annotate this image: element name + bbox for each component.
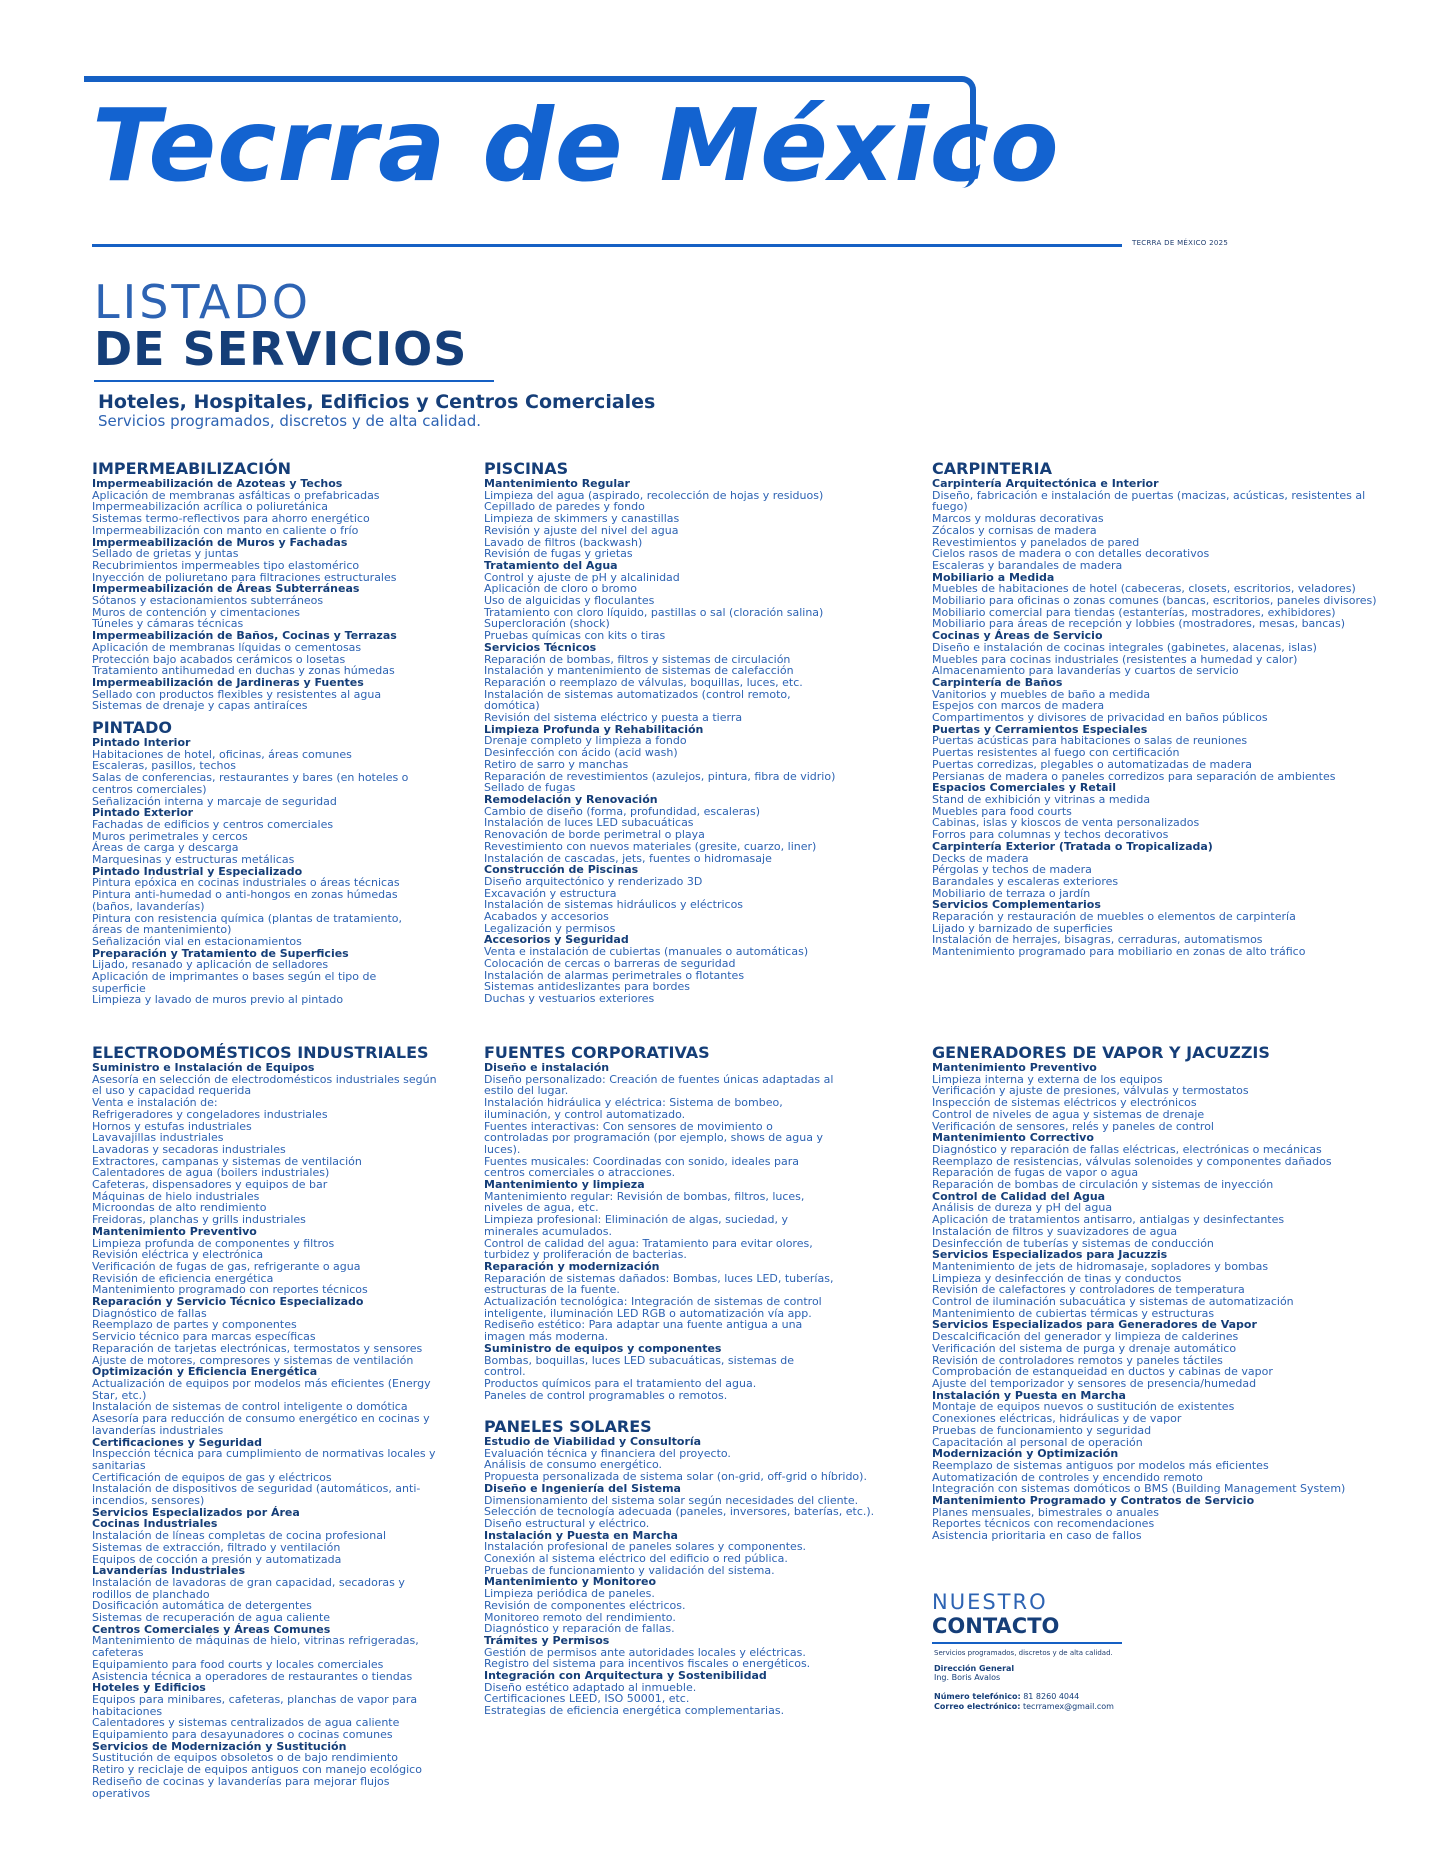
service-item: Diagnóstico y reparación de fallas eléctricas, electrónicas o mecánicas <box>932 1142 1322 1156</box>
group-title: Optimización y Eficiencia Energética <box>92 1365 318 1379</box>
section-carpinteria <box>932 460 1377 958</box>
service-item: Revestimiento con nuevos materiales (gresite, cuarzo, liner) <box>484 839 817 853</box>
page-title-light: LISTADO <box>94 275 312 329</box>
service-item: Excavación y estructura <box>484 886 617 900</box>
service-item: Pintura anti-humedad o anti-hongos en zonas húmedas (baños, lavanderías) <box>92 888 398 913</box>
group-title: Impermeabilización de Baños, Cocinas y Terrazas <box>92 629 397 643</box>
section-pintado <box>92 719 412 1006</box>
service-item: Pintura con resistencia química (plantas de tratamiento, áreas de mantenimiento) <box>92 911 402 937</box>
service-item: Renovación de borde perimetral o playa <box>484 828 705 842</box>
service-item: Habitaciones de hotel, oficinas, áreas comunes <box>92 747 352 761</box>
service-item: Impermeabilización con manto en caliente o frío <box>92 523 359 537</box>
service-item: Comprobación de estanqueidad en ductos y cabinas de vapor <box>932 1365 1273 1379</box>
service-item: Aplicación de tratamientos antisarro, antialgas y desinfectantes <box>932 1213 1285 1227</box>
section-title: ELECTRODOMÉSTICOS INDUSTRIALES <box>92 1043 429 1062</box>
service-item: Muebles para cocinas industriales (resistentes a humedad y calor) <box>932 652 1298 666</box>
service-item: Señalización interna y marcaje de seguridad <box>92 794 337 808</box>
service-item: Pérgolas y techos de madera <box>932 863 1092 877</box>
service-item: Extractores, campanas y sistemas de ventilación <box>92 1154 362 1168</box>
service-item: Instalación de dispositivos de seguridad (automáticos, anti-incendios, sensores) <box>92 1482 421 1508</box>
contact-email-label: Correo electrónico: <box>934 1702 1021 1711</box>
service-item: Sellado con productos flexibles y resistentes al agua <box>92 687 382 701</box>
section-electrodomesticos <box>92 1044 437 1799</box>
service-item: Cielos rasos de madera o con detalles decorativos <box>932 547 1210 561</box>
page-tagline: Servicios programados, discretos y de alta calidad. <box>98 412 482 430</box>
service-item: Verificación de sensores, relés y paneles de control <box>932 1119 1214 1133</box>
section-title: CARPINTERIA <box>932 459 1053 478</box>
service-item: Muebles para food courts <box>932 804 1072 818</box>
service-item: Retiro y reciclaje de equipos antiguos con manejo ecológico <box>92 1763 422 1777</box>
service-item: Señalización vial en estacionamientos <box>92 934 302 948</box>
service-item: Revisión de fugas y grietas <box>484 547 633 561</box>
group-title: Reparación y Servicio Técnico Especializado <box>92 1295 364 1309</box>
service-item: Limpieza profunda de componentes y filtros <box>92 1236 335 1250</box>
service-item: Pruebas químicas con kits o tiras <box>484 629 666 643</box>
service-item: Análisis de consumo energético. <box>484 1458 663 1472</box>
service-item: Diagnóstico de fallas <box>92 1306 207 1320</box>
service-item: Puertas acústicas para habitaciones o salas de reuniones <box>932 734 1248 748</box>
group-title: Lavanderías Industriales <box>92 1564 246 1578</box>
service-item: Mantenimiento de jets de hidromasaje, sopladores y bombas <box>932 1259 1269 1273</box>
page-subtitle: Hoteles, Hospitales, Edificios y Centros Comerciales <box>98 391 656 413</box>
service-item: Equipamiento para food courts y locales comerciales <box>92 1657 384 1671</box>
service-item: Revisión de componentes eléctricos. <box>484 1598 686 1612</box>
group-title: Diseño e Ingeniería del Sistema <box>484 1481 681 1495</box>
service-item: Equipos de cocción a presión y automatizada <box>92 1552 342 1566</box>
contact-phone-value: 81 8260 4044 <box>1023 1692 1080 1701</box>
group-title: Reparación y modernización <box>484 1259 660 1273</box>
group-title: Mobiliario a Medida <box>932 570 1055 584</box>
service-item: Revestimientos y panelados de pared <box>932 535 1140 549</box>
service-item: Colocación de cercas o barreras de seguridad <box>484 956 736 970</box>
service-item: Reemplazo de partes y componentes <box>92 1318 297 1332</box>
group-title: Limpieza Profunda y Rehabilitación <box>484 722 704 736</box>
service-item: Reparación o reemplazo de válvulas, boquillas, luces, etc. <box>484 675 803 689</box>
service-item: Lijado, resanado y aplicación de selladores <box>92 958 329 972</box>
service-item: Registro del sistema para incentivos fiscales o energéticos. <box>484 1657 811 1671</box>
service-item: Limpieza profesional: Eliminación de algas, suciedad, y minerales acumulados. <box>484 1213 788 1238</box>
service-item: Mantenimiento de cubiertas térmicas y estructuras <box>932 1306 1215 1320</box>
group-title: Carpintería de Baños <box>932 675 1063 689</box>
service-item: Instalación de sistemas automatizados (control remoto, domótica) <box>484 687 791 713</box>
service-item: Descalcificación del generador y limpieza de calderines <box>932 1330 1239 1344</box>
group-title: Suministro e Instalación de Equipos <box>92 1061 315 1074</box>
service-item: Instalación hidráulica y eléctrica: Sistema de bombeo, iluminación, y control automatizado. <box>484 1096 783 1121</box>
group-title: Control de Calidad del Agua <box>932 1189 1106 1203</box>
service-item: Sellado de grietas y juntas <box>92 547 239 561</box>
service-item: Muros de contención y cimentaciones <box>92 605 300 619</box>
service-item: Barandales y escaleras exteriores <box>932 874 1119 888</box>
service-item: Servicio técnico para marcas específicas <box>92 1330 316 1344</box>
service-item: Actualización de equipos por modelos más eficientes (Energy Star, etc.) <box>92 1376 431 1402</box>
service-item: Desinfección con ácido (acid wash) <box>484 746 678 760</box>
group-title: Centros Comerciales y Áreas Comunes <box>92 1622 331 1636</box>
service-item: Pruebas de funcionamiento y validación del sistema. <box>484 1563 775 1577</box>
group-title: Modernización y Optimización <box>932 1447 1119 1461</box>
service-item: Diseño, fabricación e instalación de puertas (macizas, acústicas, resistentes al fuego) <box>932 488 1366 514</box>
service-item: Certificación de equipos de gas y eléctricos <box>92 1470 332 1484</box>
service-item: Propuesta personalizada de sistema solar (on-grid, off-grid o híbrido). <box>484 1470 867 1484</box>
section-title: GENERADORES DE VAPOR Y JACUZZIS <box>932 1043 1270 1062</box>
service-item: Almacenamiento para lavanderías y cuartos de servicio <box>932 664 1239 678</box>
service-item: Verificación de fugas de gas, refrigerante o agua <box>92 1259 361 1273</box>
service-item: Instalación de lavadoras de gran capacidad, secadoras y rodillos de planchado <box>92 1575 405 1601</box>
group-title: Pintado Exterior <box>92 806 194 820</box>
service-item: Bombas, boquillas, luces LED subacuáticas, sistemas de control. <box>484 1353 794 1379</box>
service-item: Cambio de diseño (forma, profundidad, escaleras) <box>484 804 760 818</box>
service-item: Certificaciones LEED, ISO 50001, etc. <box>484 1692 690 1706</box>
service-item: Instalación de sistemas hidráulicos y eléctricos <box>484 898 744 912</box>
service-item: Diseño arquitectónico y renderizado 3D <box>484 874 703 888</box>
group-title: Remodelación y Renovación <box>484 792 658 806</box>
group-title: Construcción de Piscinas <box>484 863 639 877</box>
service-item: Reparación y restauración de muebles o elementos de carpintería <box>932 910 1296 924</box>
service-item: Hornos y estufas industriales <box>92 1119 252 1133</box>
service-item: Verificación y ajuste de presiones, válvulas y termostatos <box>932 1084 1249 1098</box>
service-item: Dimensionamiento del sistema solar según necesidades del cliente. <box>484 1493 859 1507</box>
service-item: Muebles de habitaciones de hotel (cabeceras, closets, escritorios, veladores) <box>932 582 1356 596</box>
service-item: Reparación de tarjetas electrónicas, termostatos y sensores <box>92 1341 423 1355</box>
service-item: Lavadoras y secadoras industriales <box>92 1142 286 1156</box>
service-item: Mobiliario para áreas de recepción y lobbies (mostradores, mesas, bancas) <box>932 617 1346 631</box>
service-item: Control y ajuste de pH y alcalinidad <box>484 570 680 584</box>
service-item: Diseño estructural y eléctrico. <box>484 1516 650 1530</box>
group-title: Instalación y Puesta en Marcha <box>932 1388 1126 1402</box>
service-item: Mantenimiento regular: Revisión de bombas, filtros, luces, niveles de agua, etc. <box>484 1189 805 1215</box>
service-item: Zócalos y cornisas de madera <box>932 523 1097 537</box>
service-item: Integración con sistemas domóticos o BMS (Building Management System) <box>932 1482 1346 1496</box>
service-item: Cabinas, islas y kioscos de venta personalizados <box>932 816 1200 830</box>
group-title: Diseño e instalación <box>484 1061 610 1074</box>
service-item: Evaluación técnica y financiera del proyecto. <box>484 1446 731 1460</box>
service-item: Limpieza y desinfección de tinas y conductos <box>932 1271 1182 1285</box>
service-item: Marquesinas y estructuras metálicas <box>92 853 295 867</box>
contact-phone-label: Número telefónico: <box>934 1692 1021 1701</box>
service-item: Mantenimiento programado con reportes técnicos <box>92 1283 368 1297</box>
service-item: Mobiliario para oficinas o zonas comunes (bancas, escritorios, paneles divisores) <box>932 594 1377 608</box>
service-item: Equipos para minibares, cafeteras, planchas de vapor para habitaciones <box>92 1692 418 1718</box>
service-item: Compartimentos y divisores de privacidad en baños públicos <box>932 711 1268 725</box>
group-title: Mantenimiento Correctivo <box>932 1131 1094 1145</box>
service-item: Diseño estético adaptado al inmueble. <box>484 1680 697 1694</box>
service-item: Decks de madera <box>932 851 1029 865</box>
service-item: Marcos y molduras decorativas <box>932 512 1104 526</box>
service-item: Diseño personalizado: Creación de fuentes únicas adaptadas al estilo del lugar. <box>484 1072 834 1098</box>
group-title: Integración con Arquitectura y Sostenibilidad <box>484 1669 767 1683</box>
group-title: Carpintería Arquitectónica e Interior <box>932 477 1159 490</box>
brand-logo: Tecrra de México <box>92 87 1060 204</box>
contact-divider <box>932 1642 1122 1644</box>
service-item: Sótanos y estacionamientos subterráneos <box>92 594 324 608</box>
group-title: Estudio de Viabilidad y Consultoría <box>484 1435 702 1448</box>
service-item: Espejos con marcos de madera <box>932 699 1105 713</box>
service-item: Aplicación de membranas asfálticas o prefabricadas <box>92 488 380 502</box>
service-item: Instalación de sistemas de control inteligente o domótica <box>92 1400 408 1414</box>
service-item: Supercloración (shock) <box>484 617 610 631</box>
group-title: Servicios Especializados para Generadores de Vapor <box>932 1318 1257 1332</box>
service-item: Venta e instalación de cubiertas (manuales o automáticas) <box>484 945 809 959</box>
group-title: Pintado Interior <box>92 736 191 749</box>
service-item: Aplicación de cloro o bromo <box>484 582 637 596</box>
service-item: Gestión de permisos ante autoridades locales y eléctricas. <box>484 1645 806 1659</box>
service-item: Control de niveles de agua y sistemas de drenaje <box>932 1107 1205 1121</box>
service-item: Rediseño de cocinas y lavanderías para mejorar flujos operativos <box>92 1774 390 1800</box>
service-item: Rediseño estético: Para adaptar una fuente antigua a una imagen más moderna. <box>484 1318 803 1344</box>
service-item: Legalización y permisos <box>484 921 616 935</box>
contact-title-bold: CONTACTO <box>932 1614 1060 1638</box>
service-item: Puertas corredizas, plegables o automatizadas de madera <box>932 757 1252 771</box>
service-item: Mobiliario comercial para tiendas (estanterías, mostradores, exhibidores) <box>932 605 1336 619</box>
service-item: Sistemas antideslizantes para bordes <box>484 980 691 994</box>
service-item: Lijado y barnizado de superficies <box>932 921 1113 935</box>
service-item: Capacitación al personal de operación <box>932 1435 1143 1449</box>
service-item: Inspección de sistemas eléctricos y electrónicos <box>932 1096 1197 1110</box>
service-item: Retiro de sarro y manchas <box>484 757 629 771</box>
section-paneles-solares <box>484 1418 879 1717</box>
service-item: Venta e instalación de: <box>92 1096 218 1110</box>
service-item: Conexiones eléctricas, hidráulicas y de vapor <box>932 1412 1182 1426</box>
section-impermeabilizacion <box>92 460 412 712</box>
service-item: Calentadores de agua (boilers industriales) <box>92 1166 330 1180</box>
service-item: Escaleras y barandales de madera <box>932 558 1123 572</box>
service-item: Montaje de equipos nuevos o sustitución de existentes <box>932 1400 1235 1414</box>
service-item: Lavavajillas industriales <box>92 1131 224 1145</box>
service-item: Calentadores y sistemas centralizados de agua caliente <box>92 1716 400 1730</box>
service-item: Conexión al sistema eléctrico del edificio o red pública. <box>484 1552 788 1566</box>
service-item: Tratamiento con cloro líquido, pastillas o sal (cloración salina) <box>484 605 824 619</box>
group-title: Suministro de equipos y componentes <box>484 1341 722 1355</box>
service-item: Stand de exhibición y vitrinas a medida <box>932 792 1151 806</box>
page-title-bold: DE SERVICIOS <box>94 322 468 376</box>
service-item: Limpieza interna y externa de los equipos <box>932 1072 1163 1086</box>
group-title: Espacios Comerciales y Retail <box>932 781 1117 795</box>
service-item: Refrigeradores y congeladores industriales <box>92 1107 328 1121</box>
group-title: Servicios Especializados para Jacuzzis <box>932 1248 1168 1262</box>
service-item: Forros para columnas y techos decorativos <box>932 828 1169 842</box>
group-title: Accesorios y Seguridad <box>484 933 629 947</box>
contact-email <box>934 1702 1114 1711</box>
service-item: Mantenimiento programado para mobiliario en zonas de alto tráfico <box>932 945 1306 959</box>
service-item: Revisión de calefactores y controladores de temperatura <box>932 1283 1245 1297</box>
section-title: PISCINAS <box>484 459 569 478</box>
group-title: Mantenimiento y limpieza <box>484 1178 645 1192</box>
service-item: Instalación de herrajes, bisagras, cerraduras, automatismos <box>932 933 1263 947</box>
service-item: Revisión y ajuste del nivel del agua <box>484 523 679 537</box>
service-item: Limpieza y lavado de muros previo al pintado <box>92 993 344 1007</box>
service-item: Duchas y vestuarios exteriores <box>484 991 655 1005</box>
service-item: Reparación de sistemas dañados: Bombas, luces LED, tuberías, estructuras de la fuente. <box>484 1271 834 1297</box>
service-item: Revisión de controladores remotos y paneles táctiles <box>932 1353 1223 1367</box>
group-title: Mantenimiento Preventivo <box>92 1224 257 1238</box>
service-item: Muros perimetrales y cercos <box>92 829 248 843</box>
service-item: Ajuste de motores, compresores y sistemas de ventilación <box>92 1353 414 1367</box>
service-item: Sistemas de extracción, filtrado y ventilación <box>92 1540 341 1554</box>
section-title: PINTADO <box>92 718 173 737</box>
service-item: Reparación de fugas de vapor o agua <box>932 1166 1139 1180</box>
service-item: Reparación de bombas de circulación y sistemas de inyección <box>932 1178 1274 1192</box>
service-item: Instalación y mantenimiento de sistemas de calefacción <box>484 664 794 678</box>
service-item: Reparación de bombas, filtros y sistemas de circulación <box>484 652 791 666</box>
service-item: Dosificación automática de detergentes <box>92 1599 312 1613</box>
service-item: Instalación de alarmas perimetrales o flotantes <box>484 968 745 982</box>
group-title: Certificaciones y Seguridad <box>92 1435 263 1449</box>
service-item: Persianas de madera o paneles corredizos para separación de ambientes <box>932 769 1336 783</box>
service-item: Cepillado de paredes y fondo <box>484 500 645 514</box>
service-item: Monitoreo remoto del rendimiento. <box>484 1610 676 1624</box>
service-item: Selección de tecnología adecuada (paneles, inversores, baterías, etc.). <box>484 1505 875 1519</box>
service-item: Freidoras, planchas y grills industriales <box>92 1213 306 1227</box>
service-item: Instalación de líneas completas de cocina profesional <box>92 1529 387 1543</box>
service-item: Automatización de controles y encendido remoto <box>932 1470 1203 1484</box>
group-title: Mantenimiento Regular <box>484 477 630 490</box>
service-item: Instalación de filtros y suavizadores de agua <box>932 1224 1178 1238</box>
service-item: Asistencia prioritaria en caso de fallos <box>932 1529 1142 1543</box>
group-title: Tratamiento del Agua <box>484 558 618 572</box>
service-item: Revisión eléctrica y electrónica <box>92 1248 264 1262</box>
group-title: Preparación y Tratamiento de Superficies <box>92 946 349 960</box>
service-item: Instalación de cascadas, jets, fuentes o hidromasaje <box>484 851 772 865</box>
service-item: Reemplazo de resistencias, válvulas solenoides y componentes dañados <box>932 1154 1332 1168</box>
service-item: Impermeabilización acrílica o poliuretánica <box>92 500 328 514</box>
service-item: Sistemas de recuperación de agua caliente <box>92 1611 331 1625</box>
service-item: Reparación de revestimientos (azulejos, pintura, fibra de vidrio) <box>484 769 836 783</box>
service-item: Lavado de filtros (backwash) <box>484 535 643 549</box>
group-title: Mantenimiento y Monitoreo <box>484 1575 657 1589</box>
service-item: Puertas resistentes al fuego con certificación <box>932 746 1180 760</box>
group-title: Impermeabilización de Áreas Subterráneas <box>92 582 360 596</box>
group-title: Mantenimiento Programado y Contratos de Servicio <box>932 1494 1255 1508</box>
header-divider <box>92 244 1122 247</box>
service-item: Drenaje completo y limpieza a fondo <box>484 734 687 748</box>
service-item: Aplicación de membranas líquidas o cementosas <box>92 640 362 654</box>
group-title: Pintado Industrial y Especializado <box>92 864 303 878</box>
contact-title-light: NUESTRO <box>932 1590 1048 1614</box>
service-item: Análisis de dureza y pH del agua <box>932 1201 1113 1215</box>
service-item: Reportes técnicos con recomendaciones <box>932 1517 1155 1531</box>
service-item: Asesoría en selección de electrodomésticos industriales según el uso y capacidad requerida <box>92 1072 437 1098</box>
service-item: Acabados y accesorios <box>484 910 609 924</box>
contact-role: Dirección General <box>934 1664 1015 1673</box>
service-item: Uso de alguicidas y floculantes <box>484 594 655 608</box>
service-item: Sistemas de drenaje y capas antiraíces <box>92 699 308 713</box>
group-title: Hoteles y Edificios <box>92 1681 206 1695</box>
group-title: Puertas y Cerramientos Especiales <box>932 722 1148 736</box>
service-item: Verificación del sistema de purga y drenaje automático <box>932 1341 1237 1355</box>
section-title: FUENTES CORPORATIVAS <box>484 1043 710 1062</box>
service-item: Instalación de luces LED subacuáticas <box>484 816 694 830</box>
service-item: Estrategias de eficiencia energética complementarias. <box>484 1704 785 1718</box>
section-generadores <box>932 1044 1352 1542</box>
group-title: Instalación y Puesta en Marcha <box>484 1528 678 1542</box>
service-item: Productos químicos para el tratamiento del agua. <box>484 1376 757 1390</box>
service-item: Limpieza de skimmers y canastillas <box>484 512 680 526</box>
group-title: Servicios Técnicos <box>484 640 597 654</box>
group-title: Impermeabilización de Muros y Fachadas <box>92 535 348 549</box>
group-title: Impermeabilización de Azoteas y Techos <box>92 477 343 490</box>
service-item: Mantenimiento de máquinas de hielo, vitrinas refrigeradas, cafeteras <box>92 1634 419 1660</box>
group-title: Servicios Especializados por Área <box>92 1505 300 1519</box>
contact-email-value: tecrramex@gmail.com <box>1023 1702 1114 1711</box>
service-item: Planes mensuales, bimestrales o anuales <box>932 1505 1159 1519</box>
group-title: Servicios Complementarios <box>932 898 1101 912</box>
section-fuentes <box>484 1044 839 1401</box>
service-item: Paneles de control programables o remotos. <box>484 1388 728 1402</box>
service-item: Escaleras, pasillos, techos <box>92 759 236 773</box>
service-item: Pintura epóxica en cocinas industriales o áreas técnicas <box>92 876 400 890</box>
title-divider <box>94 380 494 382</box>
service-item: Sustitución de equipos obsoletos o de bajo rendimiento <box>92 1751 398 1765</box>
service-item: Control de calidad del agua: Tratamiento para evitar olores, turbidez y proliferación de bacterias. <box>484 1236 813 1262</box>
service-item: Fachadas de edificios y centros comerciales <box>92 817 334 831</box>
group-title: Cocinas y Áreas de Servicio <box>932 629 1103 643</box>
service-item: Máquinas de hielo industriales <box>92 1189 260 1203</box>
section-title: IMPERMEABILIZACIÓN <box>92 459 292 478</box>
service-item: Túneles y cámaras técnicas <box>92 617 244 631</box>
service-item: Inyección de poliuretano para filtraciones estructurales <box>92 570 397 584</box>
service-item: Vanitorios y muebles de baño a medida <box>932 687 1151 701</box>
group-title: Servicios de Modernización y Sustitución <box>92 1739 347 1753</box>
service-item: Asistencia técnica a operadores de restaurantes o tiendas <box>92 1669 413 1683</box>
service-item: Aplicación de imprimantes o bases según el tipo de superficie <box>92 970 377 995</box>
contact-tagline: Servicios programados, discretos y de alta calidad. <box>934 1649 1113 1657</box>
service-item: Diagnóstico y reparación de fallas. <box>484 1622 675 1636</box>
group-title: Carpintería Exterior (Tratada o Tropicalizada) <box>932 839 1213 853</box>
service-item: Actualización tecnológica: Integración de sistemas de control inteligente, iluminación LED RGB o automatización vía app. <box>484 1295 822 1320</box>
service-item: Protección bajo acabados cerámicos o losetas <box>92 652 346 666</box>
service-item: Mobiliario de terraza o jardín <box>932 886 1091 900</box>
service-item: Limpieza del agua (aspirado, recolección de hojas y residuos) <box>484 488 824 502</box>
group-title: Trámites y Permisos <box>484 1633 610 1647</box>
service-item: Diseño e instalación de cocinas integrales (gabinetes, alacenas, islas) <box>932 640 1317 654</box>
service-item: Tratamiento antihumedad en duchas y zonas húmedas <box>92 664 395 678</box>
service-item: Control de iluminación subacuática y sistemas de automatización <box>932 1295 1294 1309</box>
service-item: Pruebas de funcionamiento y seguridad <box>932 1423 1152 1437</box>
group-title: Impermeabilización de Jardineras y Fuentes <box>92 675 364 689</box>
service-item: Cafeteras, dispensadores y equipos de bar <box>92 1178 328 1192</box>
service-item: Sistemas termo-reflectivos para ahorro energético <box>92 512 370 526</box>
service-item: Revisión del sistema eléctrico y puesta a tierra <box>484 711 743 725</box>
section-title: PANELES SOLARES <box>484 1417 652 1436</box>
contact-name: Ing. Boris Avalos <box>934 1673 1001 1682</box>
group-title: Mantenimiento Preventivo <box>932 1061 1097 1074</box>
service-item: Reemplazo de sistemas antiguos por modelos más eficientes <box>932 1458 1269 1472</box>
service-item: Desinfección de tuberías y sistemas de conducción <box>932 1236 1214 1250</box>
service-item: Fuentes interactivas: Con sensores de movimiento o controladas por programación (por ejemplo, shows de agua y luces). <box>484 1119 823 1156</box>
section-piscinas <box>484 460 844 1005</box>
service-item: Limpieza periódica de paneles. <box>484 1587 655 1601</box>
service-item: Fuentes musicales: Coordinadas con sonido, ideales para centros comerciales o atracciones. <box>484 1154 799 1180</box>
group-title: Cocinas Industriales <box>92 1517 218 1531</box>
brand-year-tag: TECRRA DE MÉXICO 2025 <box>1132 239 1229 247</box>
service-item: Microondas de alto rendimiento <box>92 1201 267 1215</box>
service-item: Equipamiento para desayunadores o cocinas comunes <box>92 1728 393 1742</box>
service-item: Sellado de fugas <box>484 781 576 795</box>
service-item: Asesoría para reducción de consumo energético en cocinas y lavanderías industriales <box>92 1412 430 1437</box>
service-item: Áreas de carga y descarga <box>92 841 239 855</box>
service-item: Revisión de eficiencia energética <box>92 1271 274 1285</box>
contact-phone <box>934 1692 1079 1701</box>
service-item: Inspección técnica para cumplimiento de normativas locales y sanitarias <box>92 1447 436 1472</box>
service-item: Ajuste del temporizador y sensores de presencia/humedad <box>932 1376 1257 1390</box>
service-item: Instalación profesional de paneles solares y componentes. <box>484 1540 807 1554</box>
service-item: Salas de conferencias, restaurantes y bares (en hoteles o centros comerciales) <box>92 771 409 796</box>
service-item: Recubrimientos impermeables tipo elastomérico <box>92 558 360 572</box>
